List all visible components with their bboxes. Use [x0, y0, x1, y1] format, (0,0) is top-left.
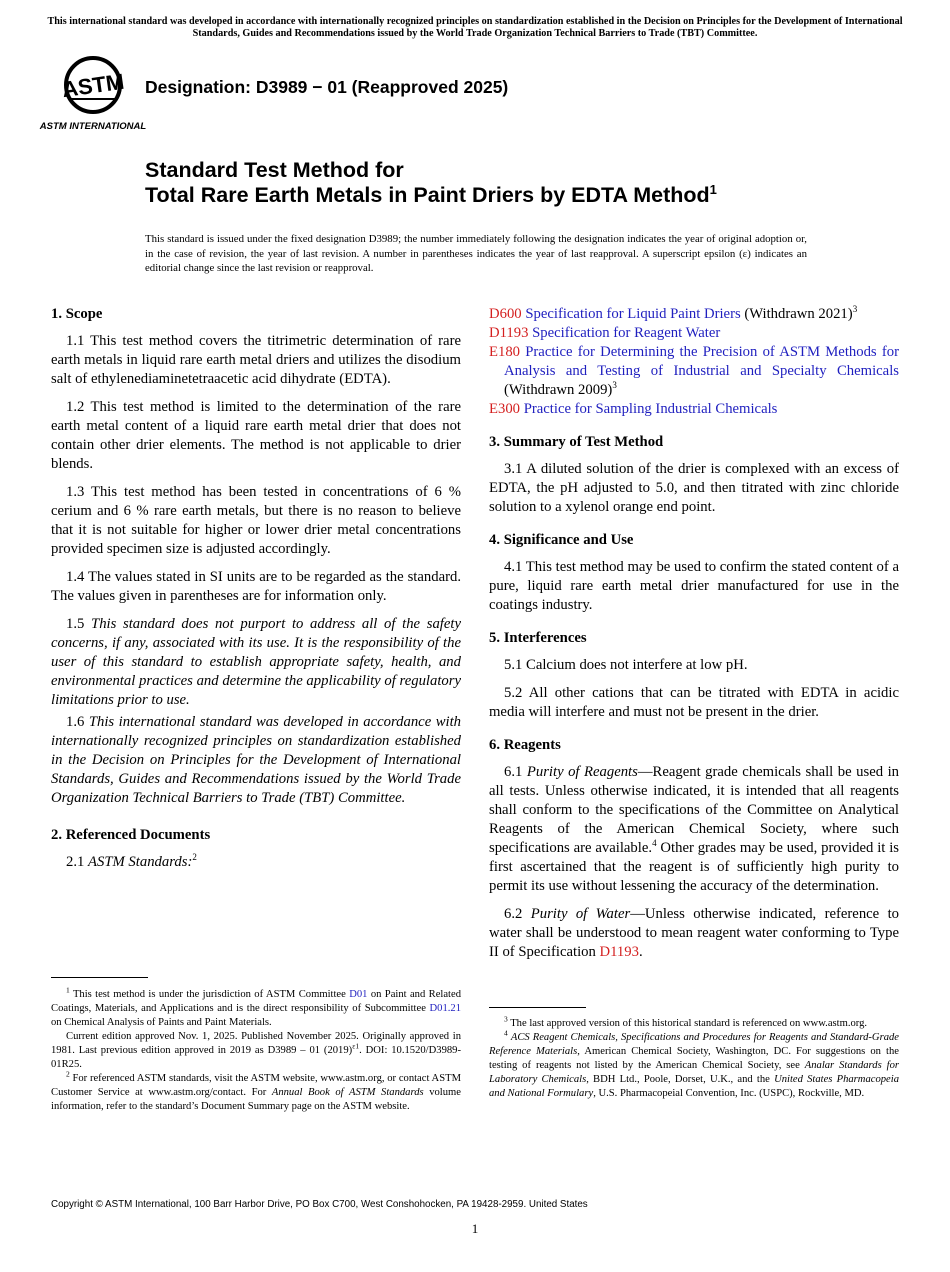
footnote-1-edition: Current edition approved Nov. 1, 2025. Published November 2025. Originally approved in 1981. Last previous edition approved in 2019 as D3989 – 01 $(2019)^{\varepsilon 1}$. DOI: 10.1520/D3989-01R25.	[51, 1031, 461, 1070]
footnote-divider-right	[489, 1007, 586, 1008]
footnote-divider-left	[51, 977, 148, 978]
paragraph-5-1: 5.1 Calcium does not interfere at low pH.	[504, 657, 748, 673]
paragraph-6-2: 6.2 Purity of Water—Unless otherwise indicated, reference to water shall be understood to mean reagent water conforming to Type II of Specification D1193.	[489, 906, 900, 960]
section-heading-reagents: 6. Reagents	[489, 737, 561, 753]
svg-text:ASTM: ASTM	[60, 68, 126, 103]
copyright-notice: Copyright © ASTM International, 100 Barr Harbor Drive, PO Box C700, West Conshohocken, PA 19428-2959. United States	[51, 1199, 588, 1210]
title-line-2: Total Rare Earth Metals in Paint Driers by EDTA Method$^1$	[145, 181, 717, 207]
logo-text: ASTM INTERNATIONAL	[39, 121, 147, 132]
document-title	[145, 158, 905, 208]
paragraph-5-2: 5.2 All other cations that can be titrated with EDTA in acidic media will interfere and must not be present in the drier.	[489, 685, 899, 720]
page-number: 1	[471, 1221, 479, 1236]
astm-logo	[39, 55, 147, 133]
link-d01-21[interactable]: D01.21	[429, 1003, 461, 1014]
footnotes-right	[489, 1014, 900, 1101]
paragraph-4-1: 4.1 This test method may be used to confirm the stated content of a pure, liquid rare earth metal drier manufactured for use in the coatings industry.	[489, 559, 899, 613]
footnotes-left	[51, 985, 461, 1114]
title-footnote-marker: 1	[709, 181, 717, 197]
reference-item[interactable]: D1193 Specification for Reagent Water	[489, 325, 721, 341]
footnote-3: $^3$ The last approved version of this historical standard is referenced on www.astm.org.	[504, 1014, 868, 1029]
title-line-1: Standard Test Method for	[145, 158, 404, 182]
footnote-1: $^1$ This test method is under the jurisdiction of ASTM Committee D01 on Paint and Related Coatings, Materials, and Applications and is the direct responsibility of Subcommittee D01.21 on Chemical Analysis of Paints and Paint Materials.	[51, 985, 461, 1028]
paragraph-1-2: 1.2 This test method is limited to the determination of the rare earth metal content of a liquid rare earth metal drier that does not contain other drier elements. The method is not applicable to drier blends.	[51, 399, 461, 472]
paragraph-3-1: 3.1 A diluted solution of the drier is complexed with an excess of EDTA, the pH adjusted to 5.0, and then titrated with zinc chloride solution to a xylenol orange end point.	[489, 461, 899, 515]
issuance-note: This standard is issued under the fixed designation D3989; the number immediately following the designation indicates the year of original adoption or, in the case of revision, the year of last revision. A number in parentheses indicates the year of last reapproval. A superscript epsilon (ε) indicates an editorial change since the last revision or reapproval.	[145, 233, 807, 274]
footnote-2: $^2$ For referenced ASTM standards, visit the ASTM website, www.astm.org, or contact ASTM Customer Service at www.astm.org/contact. For Annual Book of ASTM Standards volume information, refer to the standard’s Document Summary page on the ASTM website.	[51, 1069, 461, 1112]
paragraph-1-6: 1.6 This international standard was developed in accordance with internationally recognized principles on standardization established in the Decision on Principles for the Development of International Standards, Guides and Recommendations issued by the World Trade Organization Technical Barriers to Trade (TBT) Committee.	[51, 714, 461, 806]
astm-logo-icon	[39, 55, 147, 133]
footnote-4: $^4$ ACS Reagent Chemicals, Specifications and Procedures for Reagents and Standard-Grade Reference Materials, American Chemical Society, Washington, DC. For suggestions on the testing of reagents not listed by the American Chemical Society, see Analar Standards for Laboratory Chemicals, BDH Ltd., Poole, Dorset, U.K., and the United States Pharmacopeia and National Formulary, U.S. Pharmacopeial Convention, Inc. (USPC), Rockville, MD.	[489, 1028, 900, 1099]
paragraph-1-3: 1.3 This test method has been tested in concentrations of 6 % cerium and 6 % rare earth metals, but there is no reason to believe that it is not suitable for higher or lower drier metal concentrations provided specimen size is adjusted accordingly.	[51, 484, 461, 557]
paragraph-6-1: 6.1 Purity of Reagents—Reagent grade chemicals shall be used in all tests. Unless otherwise indicated, it is intended that all reagents shall conform to the specifications of the Committee on Analytical Reagents of the American Chemical Society, where such specifications are available.$^4$ Other grades may be used, provided it is first ascertained that the reagent is of sufficiently high purity to permit its use without lessening the accuracy of the determination.	[489, 764, 900, 894]
international-standard-note: This international standard was developed in accordance with internationally recognized principles on standardization established in the Decision on Principles for the Development of International Standards, Guides and Recommendations issued by the World Trade Organization Technical Barriers to Trade (TBT) Committee.	[47, 16, 903, 39]
paragraph-1-5: 1.5 This standard does not purport to address all of the safety concerns, if any, associated with its use. It is the responsibility of the user of this standard to establish appropriate safety, health, and environmental practices and determine the applicability of regulatory limitations prior to use.	[51, 616, 462, 708]
section-heading-summary: 3. Summary of Test Method	[489, 434, 664, 450]
link-d01[interactable]: D01	[349, 989, 368, 1000]
section-heading-interferences: 5. Interferences	[489, 630, 587, 646]
section-heading-referenced-documents: 2. Referenced Documents	[51, 827, 211, 843]
right-column	[489, 305, 899, 971]
reference-item[interactable]: D600 Specification for Liquid Paint Driers (Withdrawn 2021)$^3$	[489, 304, 858, 322]
paragraph-2-1: 2.1 ASTM Standards:$^2$	[66, 852, 197, 870]
referenced-standards-list	[489, 305, 899, 419]
section-heading-scope: 1. Scope	[51, 306, 103, 322]
reference-item[interactable]: E300 Practice for Sampling Industrial Chemicals	[489, 401, 778, 417]
link-d1193[interactable]: D1193	[599, 944, 639, 960]
paragraph-1-1: 1.1 This test method covers the titrimetric determination of rare earth metals in liquid rare earth metal driers and utilizes the disodium salt of ethylenediaminetetraacetic acid dihydrate (EDTA).	[51, 333, 461, 387]
designation: Designation: D3989 − 01 (Reapproved 2025)	[145, 77, 509, 97]
left-column	[51, 305, 461, 881]
paragraph-1-4: 1.4 The values stated in SI units are to be regarded as the standard. The values given in parentheses are for information only.	[51, 569, 461, 604]
reference-item[interactable]: E180 Practice for Determining the Precision of ASTM Methods for Analysis and Testing of Industrial and Specialty Chemicals (Withdrawn 2009)$^3$	[489, 344, 899, 398]
section-heading-significance: 4. Significance and Use	[489, 532, 634, 548]
